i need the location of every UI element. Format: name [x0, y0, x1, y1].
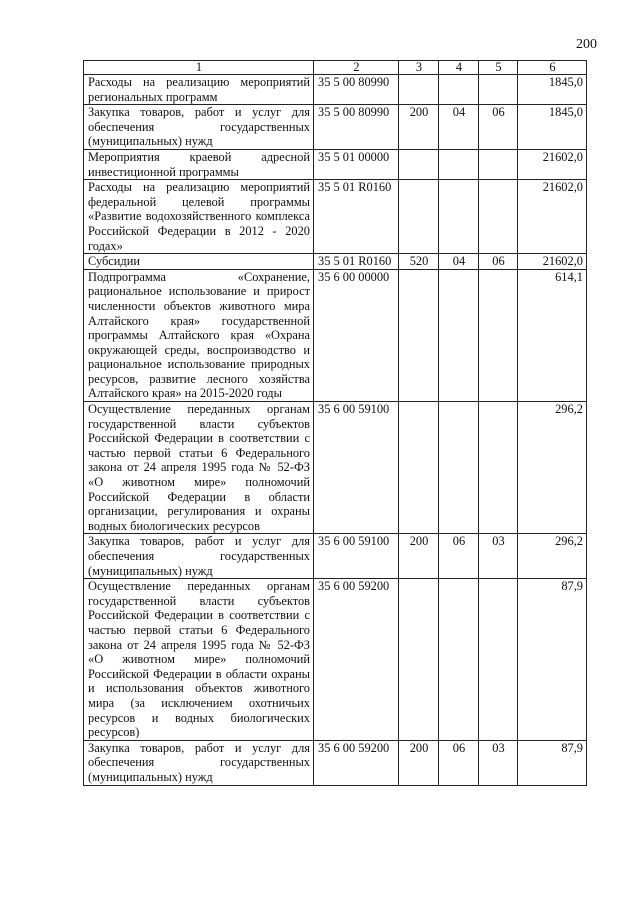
row-amount: 296,2	[518, 402, 587, 534]
column-header: 4	[439, 61, 479, 75]
row-subsection	[479, 75, 518, 105]
row-section	[439, 75, 479, 105]
row-section: 06	[439, 534, 479, 579]
row-expense-type	[399, 180, 439, 254]
row-section: 04	[439, 105, 479, 150]
row-section	[439, 149, 479, 179]
row-expense-type	[399, 402, 439, 534]
row-amount: 1845,0	[518, 105, 587, 150]
row-section	[439, 269, 479, 401]
row-expense-type: 200	[399, 740, 439, 785]
row-expense-type: 200	[399, 105, 439, 150]
row-target-code: 35 6 00 59100	[314, 534, 399, 579]
row-amount: 21602,0	[518, 254, 587, 270]
table-row	[84, 75, 587, 105]
row-name: Закупка товаров, работ и услуг для обеспечения государственных (муниципальных) нужд	[84, 105, 314, 150]
row-section	[439, 180, 479, 254]
row-subsection	[479, 149, 518, 179]
row-subsection	[479, 180, 518, 254]
column-header: 6	[518, 61, 587, 75]
row-target-code: 35 5 00 80990	[314, 75, 399, 105]
table-row	[84, 180, 587, 254]
row-amount: 614,1	[518, 269, 587, 401]
row-subsection: 03	[479, 740, 518, 785]
row-section	[439, 402, 479, 534]
row-name: Расходы на реализацию мероприятий федеральной целевой программы «Развитие водохозяйственного комплекса Российской Федерации в 2012 - 2020 годах»	[84, 180, 314, 254]
table-row	[84, 534, 587, 579]
row-amount: 21602,0	[518, 149, 587, 179]
row-amount: 1845,0	[518, 75, 587, 105]
row-expense-type	[399, 149, 439, 179]
row-amount: 296,2	[518, 534, 587, 579]
row-name: Осуществление переданных органам государственной власти субъектов Российской Федерации в соответствии с частью первой статьи 6 Федерального закона от 24 апреля 1995 года № 52-ФЗ «О животном мире» полномочий Российской Федерации в области организации, регулирования и охраны водных биологических ресурсов	[84, 402, 314, 534]
row-name: Закупка товаров, работ и услуг для обеспечения государственных (муниципальных) нужд	[84, 534, 314, 579]
row-subsection: 06	[479, 254, 518, 270]
row-amount: 87,9	[518, 579, 587, 741]
table-header-row	[84, 61, 587, 75]
row-subsection	[479, 269, 518, 401]
row-expense-type: 200	[399, 534, 439, 579]
row-name: Осуществление переданных органам государственной власти субъектов Российской Федерации в соответствии с частью первой статьи 6 Федерального закона от 24 апреля 1995 года № 52-ФЗ «О животном мире» полномочий Российской Федерации в области охраны и использования объектов животного мира (за исключением охотничьих ресурсов и водных биологических ресурсов)	[84, 579, 314, 741]
page-number: 200	[576, 37, 597, 52]
column-header: 3	[399, 61, 439, 75]
row-amount: 87,9	[518, 740, 587, 785]
table-row	[84, 149, 587, 179]
column-header: 1	[84, 61, 314, 75]
row-target-code: 35 6 00 59100	[314, 402, 399, 534]
column-header: 5	[479, 61, 518, 75]
table-row	[84, 402, 587, 534]
row-expense-type	[399, 579, 439, 741]
row-name: Субсидии	[84, 254, 314, 270]
table-row	[84, 740, 587, 785]
row-section	[439, 579, 479, 741]
column-header: 2	[314, 61, 399, 75]
row-expense-type	[399, 269, 439, 401]
row-target-code: 35 6 00 59200	[314, 579, 399, 741]
row-expense-type	[399, 75, 439, 105]
table-row	[84, 254, 587, 270]
budget-table	[83, 60, 587, 786]
row-target-code: 35 5 01 00000	[314, 149, 399, 179]
row-name: Закупка товаров, работ и услуг для обеспечения государственных (муниципальных) нужд	[84, 740, 314, 785]
table-row	[84, 579, 587, 741]
table-row	[84, 269, 587, 401]
row-target-code: 35 6 00 59200	[314, 740, 399, 785]
row-subsection	[479, 402, 518, 534]
row-section: 04	[439, 254, 479, 270]
row-subsection: 03	[479, 534, 518, 579]
row-name: Мероприятия краевой адресной инвестиционной программы	[84, 149, 314, 179]
row-target-code: 35 5 00 80990	[314, 105, 399, 150]
row-section: 06	[439, 740, 479, 785]
row-target-code: 35 5 01 R0160	[314, 180, 399, 254]
table-row	[84, 105, 587, 150]
row-target-code: 35 6 00 00000	[314, 269, 399, 401]
row-subsection	[479, 579, 518, 741]
row-target-code: 35 5 01 R0160	[314, 254, 399, 270]
row-expense-type: 520	[399, 254, 439, 270]
row-amount: 21602,0	[518, 180, 587, 254]
row-name: Расходы на реализацию мероприятий региональных программ	[84, 75, 314, 105]
row-name: Подпрограмма «Сохранение, рациональное использование и прирост численности объектов животного мира Алтайского края» государственной программы Алтайского края «Охрана окружающей среды, воспроизводство и рациональное использование природных ресурсов, развитие лесного хозяйства Алтайского края» на 2015-2020 годы	[84, 269, 314, 401]
row-subsection: 06	[479, 105, 518, 150]
